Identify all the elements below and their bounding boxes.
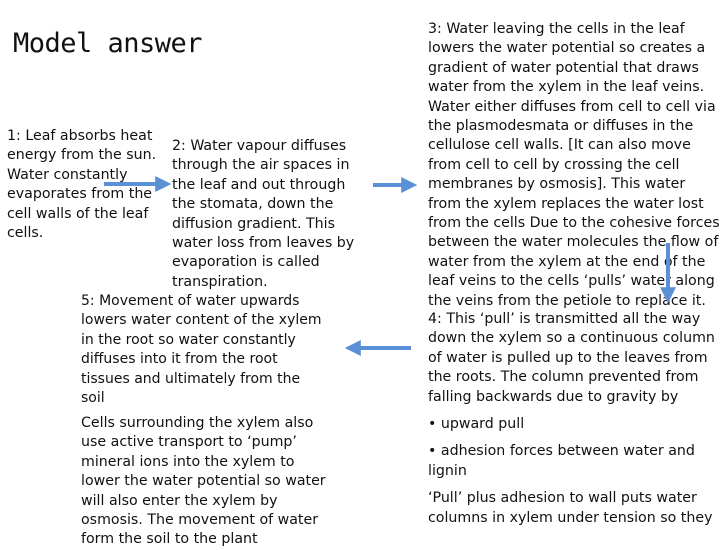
- step-4-bullet-adhesion: • adhesion forces between water and lignin: [428, 443, 695, 479]
- step-4-intro: 4: This ‘pull’ is transmitted all the way down the xylem so a continuous column of water is pulled up to the leaves from the roots. The column prevented from falling backwards due to gravity by: [428, 311, 715, 405]
- step-3-paragraph: 3: Water leaving the cells in the leaf lowers the water potential so creates a gradient of water potential that draws water from the xylem in the leaf veins. Water either diffuses from cell to cell via the plasmodesmata or diffuses in the cellulose cell walls. [It can also move from cell to cell by crossing the cell membranes by osmosis]. This water from the xylem replaces the water lost from the cells Due to the cohesive forces between the water molecules the flow of water from the xylem at the end of the leaf veins to the cells ‘pulls’ water along the veins from the petiole to replace it.: [428, 21, 720, 309]
- page-title: Model answer: [13, 28, 203, 59]
- step-5-paragraph: 5: Movement of water upwards lowers water content of the xylem in the root so water constantly diffuses into it from the root tissues and ultimately from the soil: [81, 293, 322, 407]
- step-1-paragraph: 1: Leaf absorbs heat energy from the sun. Water constantly evaporates from the cell walls of the leaf cells.: [7, 128, 157, 242]
- step-4-bullet-upward-pull: • upward pull: [428, 416, 525, 433]
- step-4-outro: ‘Pull’ plus adhesion to wall puts water columns in xylem under tension so they: [428, 490, 713, 526]
- active-transport-paragraph: Cells surrounding the xylem also use active transport to ‘pump’ mineral ions into the xylem to lower the water potential so water will also enter the xylem by osmosis. The movement of water form the soil to the plant: [81, 415, 326, 548]
- step-2-paragraph: 2: Water vapour diffuses through the air spaces in the leaf and out through the stomata, down the diffusion gradient. This water loss from leaves by evaporation is called transpiration.: [172, 138, 355, 290]
